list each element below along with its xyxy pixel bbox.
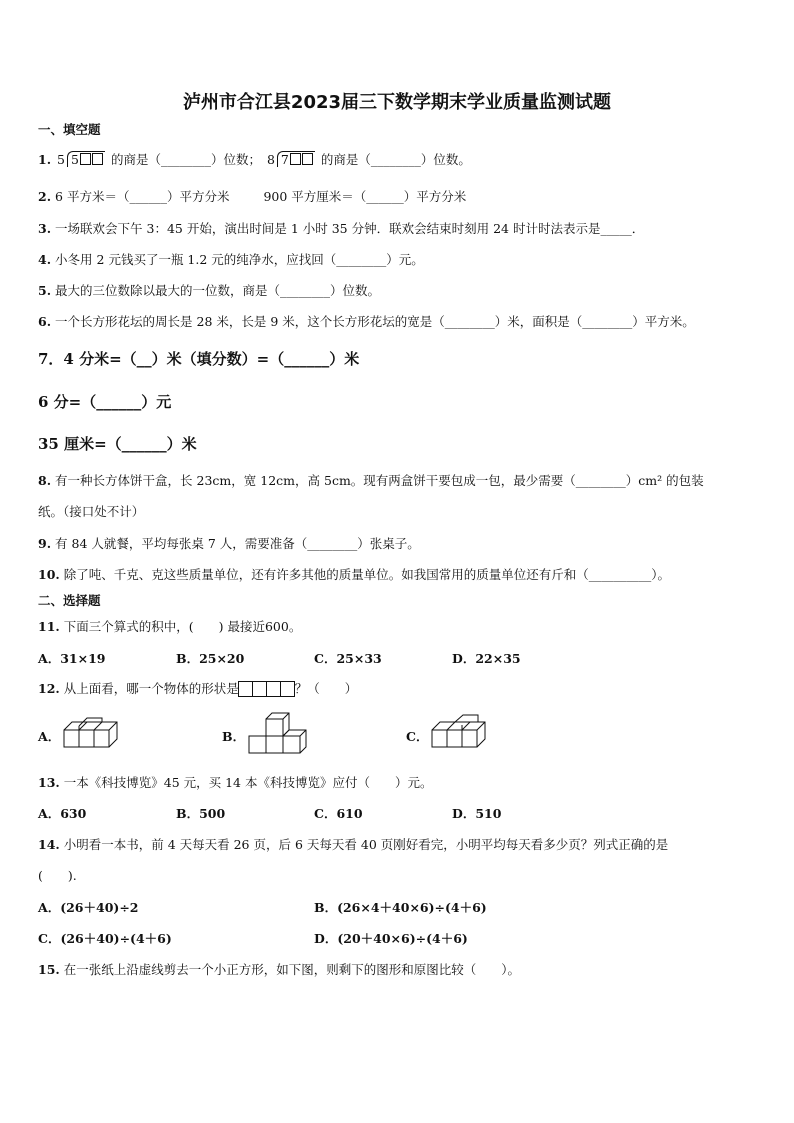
question-14-cont: ( ). xyxy=(38,868,77,883)
q11-option-b[interactable]: B．25×20 xyxy=(176,651,245,666)
long-division-1: 5 5 xyxy=(57,151,105,167)
blank-box xyxy=(290,153,301,165)
cube-figure-a xyxy=(60,716,122,750)
cube-figure-c xyxy=(428,713,492,751)
question-8: 8. 有一种长方体饼干盒，长 23cm，宽 12cm，高 5cm。现有两盒饼干要包成一包，最少需要（________）cm² 的包装 xyxy=(38,473,704,488)
long-division-2: 8 7 xyxy=(267,151,315,167)
q12-option-b[interactable]: B． xyxy=(222,729,246,744)
page-title: 泸州市合江县2023届三下数学期末学业质量监测试题 xyxy=(182,92,612,113)
q11-option-d[interactable]: D．22×35 xyxy=(452,651,521,666)
section-heading-fill: 一、填空题 xyxy=(38,122,101,137)
q12-option-c[interactable]: C． xyxy=(406,729,429,744)
question-12: 12. 从上面看，哪一个物体的形状是 ？（ ） xyxy=(38,679,357,700)
q13-option-b[interactable]: B．500 xyxy=(176,806,226,821)
question-6: 6. 一个长方形花坛的周长是 28 米，长是 9 米，这个长方形花坛的宽是（________）米，面积是（________）平方米。 xyxy=(38,314,695,329)
question-5: 5. 最大的三位数除以最大的一位数，商是（________）位数。 xyxy=(38,283,381,298)
question-9: 9. 有 84 人就餐，平均每张桌 7 人，需要准备（________）张桌子。 xyxy=(38,536,420,551)
question-7-line-1: 7．4 分米=（__）米（填分数）=（______）米 xyxy=(38,350,360,368)
question-10: 10. 除了吨、千克、克这些质量单位，还有许多其他的质量单位。如我国常用的质量单位还有斤和（__________）。 xyxy=(38,567,670,582)
blank-box xyxy=(80,153,91,165)
q12-option-a[interactable]: A． xyxy=(38,729,61,744)
question-3: 3. 一场联欢会下午 3：45 开始，演出时间是 1 小时 35 分钟．联欢会结束时刻用 24 时计时法表示是_____． xyxy=(38,221,645,236)
section-heading-choice: 二、选择题 xyxy=(38,593,101,608)
cube-figure-b xyxy=(245,712,307,754)
q14-option-d[interactable]: D．(20＋40×6)÷(4＋6) xyxy=(314,931,468,946)
question-7-line-3: 35 厘米=（______）米 xyxy=(38,435,197,453)
q11-option-c[interactable]: C．25×33 xyxy=(314,651,382,666)
question-13: 13. 一本《科技博览》45 元，买 14 本《科技博览》应付（ ）元。 xyxy=(38,775,433,790)
q13-option-d[interactable]: D．510 xyxy=(452,806,502,821)
top-view-strip-figure xyxy=(239,681,295,700)
question-11: 11. 下面三个算式的积中，( ) 最接近600。 xyxy=(38,619,302,634)
q14-option-c[interactable]: C．(26＋40)÷(4＋6) xyxy=(38,931,172,946)
question-7-line-2: 6 分=（______）元 xyxy=(38,393,172,411)
question-15: 15. 在一张纸上沿虚线剪去一个小正方形，如下图，则剩下的图形和原图比较（ ）。 xyxy=(38,962,520,977)
q14-option-a[interactable]: A．(26＋40)÷2 xyxy=(38,900,139,915)
question-4: 4. 小冬用 2 元钱买了一瓶 1.2 元的纯净水，应找回（________）元。 xyxy=(38,252,424,267)
q14-option-b[interactable]: B．(26×4＋40×6)÷(4＋6) xyxy=(314,900,487,915)
question-2: 2. 6 平方米＝（______）平方分米 900 平方厘米＝（______）平方分米 xyxy=(38,189,467,204)
question-8-cont: 纸。（接口处不计） xyxy=(38,504,145,519)
q13-option-c[interactable]: C．610 xyxy=(314,806,363,821)
question-1: 1. 5 5 的商是（________）位数； 8 7 的商是（________）位数。 xyxy=(38,152,471,167)
q11-option-a[interactable]: A．31×19 xyxy=(38,651,106,666)
blank-box xyxy=(302,153,313,165)
q13-option-a[interactable]: A．630 xyxy=(38,806,87,821)
question-14: 14. 小明看一本书，前 4 天每天看 26 页，后 6 天每天看 40 页刚好看完，小明平均每天看多少页？列式正确的是 xyxy=(38,837,669,852)
blank-box xyxy=(92,153,103,165)
